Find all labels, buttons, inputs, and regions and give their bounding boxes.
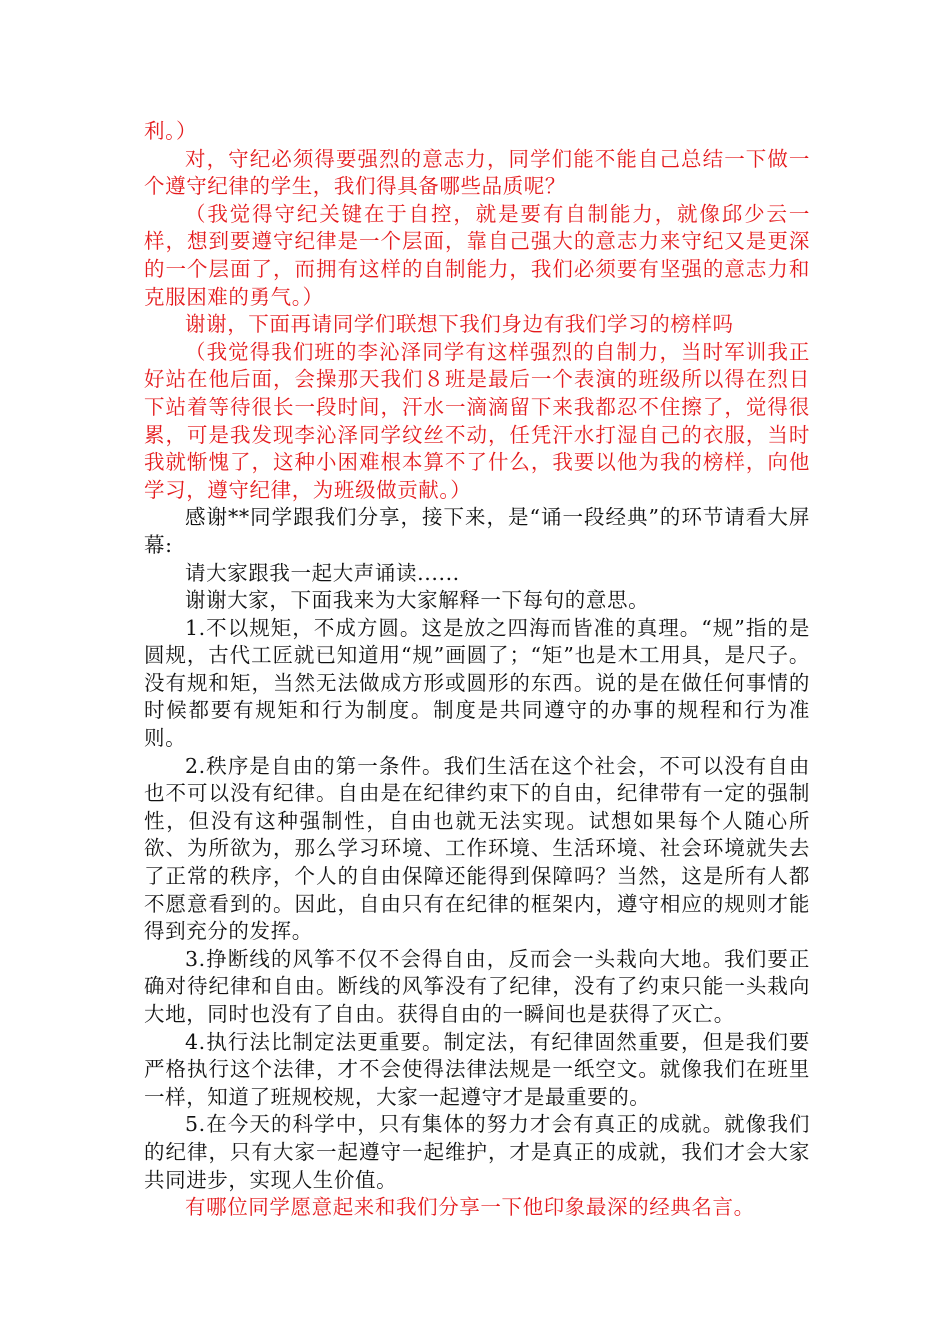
recite-instruction: 请大家跟我一起大声诵读...... bbox=[185, 560, 460, 585]
explanation-item-1: 1.不以规矩，不成方圆。这是放之四海而皆准的真理。“规”指的是圆规，古代工匠就已知道用“规”画圆了；“矩”也是木工用具，是尺子。没有规和矩，当然无法做成方形或圆形的东西。说的是在做任何事情的时候都要有规矩和行为制度。制度是共同遵守的办事的规程和行为准则。 bbox=[144, 615, 810, 751]
teacher-question-role-model: 谢谢，下面再请同学们联想下我们身边有我们学习的榜样吗 bbox=[185, 312, 734, 337]
explanation-item-2: 2.秩序是自由的第一条件。我们生活在这个社会，不可以没有自由也不可以没有纪律。自由是在纪律约束下的自由，纪律带有一定的强制性，但没有这种强制性，自由也就无法实现。试想如果每个人随心所欲、为所欲为，那么学习环境、工作环境、生活环境、社会环境就失去了正常的秩序，个人的自由保障还能得到保障吗？当然，这是所有人都不愿意看到的。因此，自由只有在纪律的框架内，遵守相应的规则才能得到充分的发挥。 bbox=[144, 753, 810, 944]
teacher-question-qualities: 对，守纪必须得要强烈的意志力，同学们能不能自己总结一下做一个遵守纪律的学生，我们得具备哪些品质呢？ bbox=[144, 146, 810, 199]
student-answer-role-model: （我觉得我们班的李沁泽同学有这样强烈的自制力，当时军训我正好站在他后面，会操那天我们８班是最后一个表演的班级所以得在烈日下站着等待很长一段时间，汗水一滴滴留下来我都忍不住擦了，觉得很累，可是我发现李沁泽同学纹丝不动，任凭汗水打湿自己的衣服，当时我就惭愧了，这种小困难根本算不了什么，我要以他为我的榜样，向他学习，遵守纪律，为班级做贡献。） bbox=[144, 339, 810, 502]
explanation-intro: 谢谢大家，下面我来为大家解释一下每句的意思。 bbox=[185, 588, 650, 613]
answer-continuation-red: 利。） bbox=[144, 119, 198, 143]
transition-classics-segment: 感谢**同学跟我们分享，接下来，是“诵一段经典”的环节请看大屏幕: bbox=[144, 505, 810, 557]
explanation-item-5: 5.在今天的科学中，只有集体的努力才会有真正的成就。就像我们的纪律，只有大家一起遵守一起维护，才是真正的成就，我们才会大家共同进步，实现人生价值。 bbox=[144, 1112, 810, 1192]
document-body bbox=[144, 118, 810, 1222]
student-answer-self-control: （我觉得守纪关键在于自控，就是要有自制能力，就像邱少云一样，想到要遵守纪律是一个层面，靠自己强大的意志力来守纪又是更深的一个层面了，而拥有这样的自制能力，我们必须要有坚强的意志力和克服困难的勇气。） bbox=[144, 201, 810, 309]
teacher-question-share-quote: 有哪位同学愿意起来和我们分享一下他印象最深的经典名言。 bbox=[185, 1195, 755, 1220]
explanation-item-3: 3.挣断线的风筝不仅不会得自由，反而会一头栽向大地。我们要正确对待纪律和自由。断线的风筝没有了纪律，没有了约束只能一头栽向大地，同时也没有了自由。获得自由的一瞬间也是获得了灭亡。 bbox=[144, 946, 810, 1026]
explanation-item-4: 4.执行法比制定法更重要。制定法，有纪律固然重要，但是我们要严格执行这个法律，才不会使得法律法规是一纸空文。就像我们在班里一样，知道了班规校规，大家一起遵守才是最重要的。 bbox=[144, 1029, 810, 1109]
